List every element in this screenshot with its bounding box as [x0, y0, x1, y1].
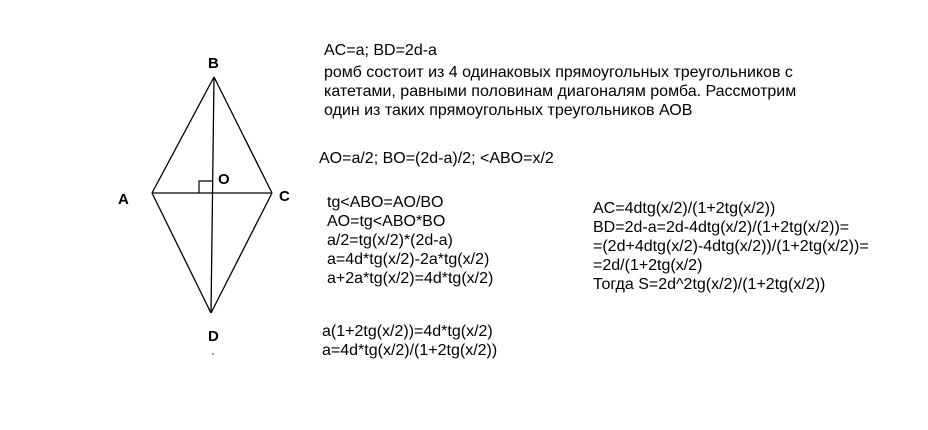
side-da: [152, 193, 211, 313]
intro-line: один из таких прямоугольных треугольников АОВ: [324, 102, 693, 119]
result-line: =(2d+4dtg(x/2)-4dtg(x/2))/(1+2tg(x/2))=: [593, 238, 869, 255]
result-line: AC=4dtg(x/2)/(1+2tg(x/2)): [593, 200, 776, 217]
result-line: BD=2d-a=2d-4dtg(x/2)/(1+2tg(x/2))=: [593, 219, 850, 236]
derivation-line: tg<ABO=AO/BO: [327, 194, 444, 211]
diagonal-bd: [211, 77, 214, 313]
solution-line: a=4d*tg(x/2)/(1+2tg(x/2)): [322, 342, 498, 359]
derivation-line: a+2a*tg(x/2)=4d*tg(x/2): [327, 270, 494, 287]
solution-line: a(1+2tg(x/2))=4d*tg(x/2): [322, 323, 493, 340]
vertex-label-c: C: [279, 188, 290, 205]
vertex-label-d: D: [208, 328, 219, 345]
given-line: AC=a; BD=2d-a: [324, 42, 437, 59]
right-angle-mark: [199, 181, 212, 193]
vertex-label-o: O: [218, 171, 230, 188]
intro-line: ромб состоит из 4 одинаковых прямоугольных треугольников с: [324, 64, 793, 81]
derivation-line: a=4d*tg(x/2)-2a*tg(x/2): [327, 251, 490, 268]
result-line: =2d/(1+2tg(x/2): [593, 257, 703, 274]
halves-line: AO=a/2; BO=(2d-a)/2; <ABO=x/2: [319, 150, 554, 167]
derivation-block: [327, 193, 493, 288]
side-ab: [152, 77, 214, 193]
result-line: Тогда S=2d^2tg(x/2)/(1+2tg(x/2)): [593, 276, 826, 293]
derivation-line: a/2=tg(x/2)*(2d-a): [327, 232, 453, 249]
stray-dot: [212, 353, 214, 355]
intro-line: катетами, равными половинам диагоналям ромба. Рассмотрим: [324, 83, 797, 100]
intro-paragraph: [324, 63, 796, 120]
derivation-line: AO=tg<ABO*BO: [327, 213, 446, 230]
result-block: [593, 199, 869, 294]
side-cd: [211, 193, 272, 313]
vertex-label-b: B: [208, 55, 219, 72]
vertex-label-a: A: [118, 191, 129, 208]
solution-block: [322, 322, 497, 360]
